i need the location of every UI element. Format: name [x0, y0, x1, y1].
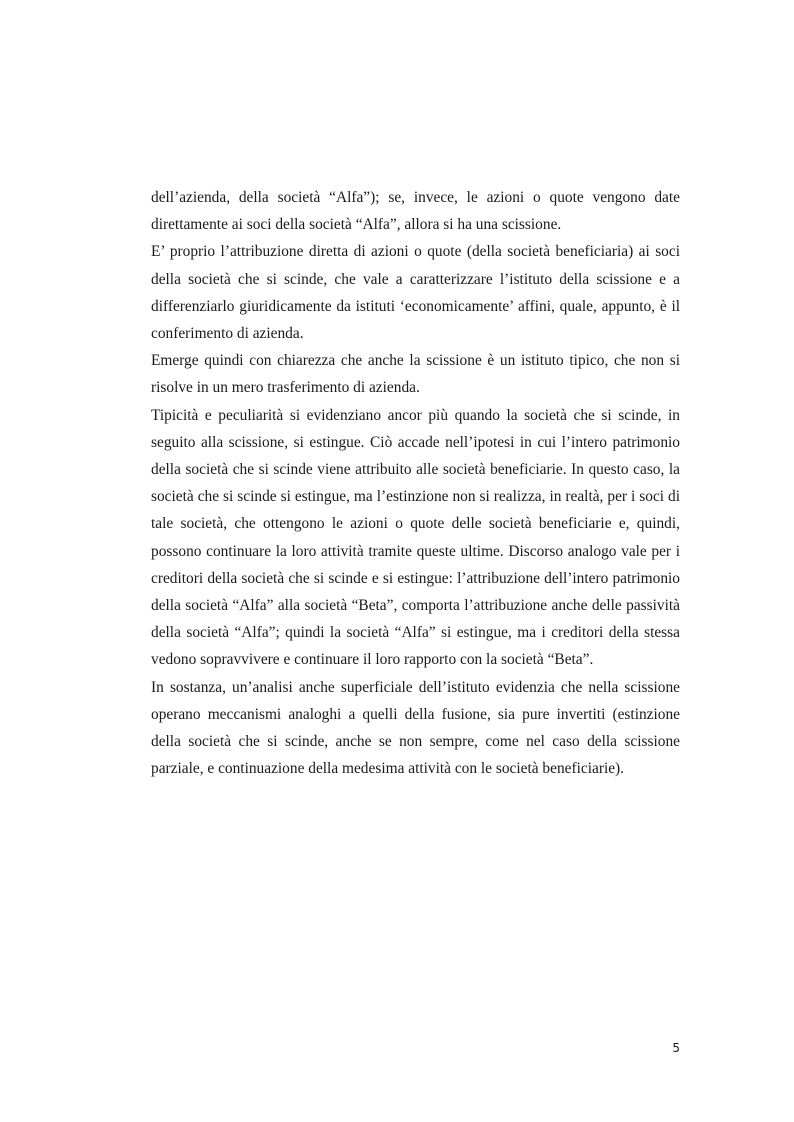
body-text [151, 184, 680, 782]
paragraph-2: E’ proprio l’attribuzione diretta di azioni o quote (della società beneficiaria) ai soci della società che si scinde, che vale a caratterizzare l’istituto della scissione e a differenziarlo giuridicamente da istituti ‘economicamente’ affini, quale, appunto, è il conferimento di azienda. [151, 243, 680, 343]
page-number: 5 [672, 1041, 680, 1055]
paragraph-1: dell’azienda, della società “Alfa”); se, invece, le azioni o quote vengono date direttamente ai soci della società “Alfa”, allora si ha una scissione. [151, 189, 680, 234]
paragraph-5: In sostanza, un’analisi anche superficiale dell’istituto evidenzia che nella scissione operano meccanismi analoghi a quelli della fusione, sia pure invertiti (estinzione della società che si scinde, anche se non sempre, come nel caso della scissione parziale, e continuazione della medesima attività con le società beneficiarie). [151, 678, 680, 778]
paragraph-4: Tipicità e peculiarità si evidenziano ancor più quando la società che si scinde, in seguito alla scissione, si estingue. Ciò accade nell’ipotesi in cui l’intero patrimonio della società che si scinde viene attribuito alle società beneficiarie. In questo caso, la società che si scinde si estingue, ma l’estinzione non si realizza, in realtà, per i soci di tale società, che ottengono le azioni o quote delle società beneficiarie e, quindi, possono continuare la loro attività tramite queste ultime. Discorso analogo vale per i creditori della società che si scinde e si estingue: l’attribuzione dell’intero patrimonio della società “Alfa” alla società “Beta”, comporta l’attribuzione anche delle passività della società “Alfa”; quindi la società “Alfa” si estingue, ma i creditori della stessa vedono sopravvivere e continuare il loro rapporto con la società “Beta”. [151, 406, 680, 669]
paragraph-3: Emerge quindi con chiarezza che anche la scissione è un istituto tipico, che non si risolve in un mero trasferimento di azienda. [151, 352, 680, 397]
